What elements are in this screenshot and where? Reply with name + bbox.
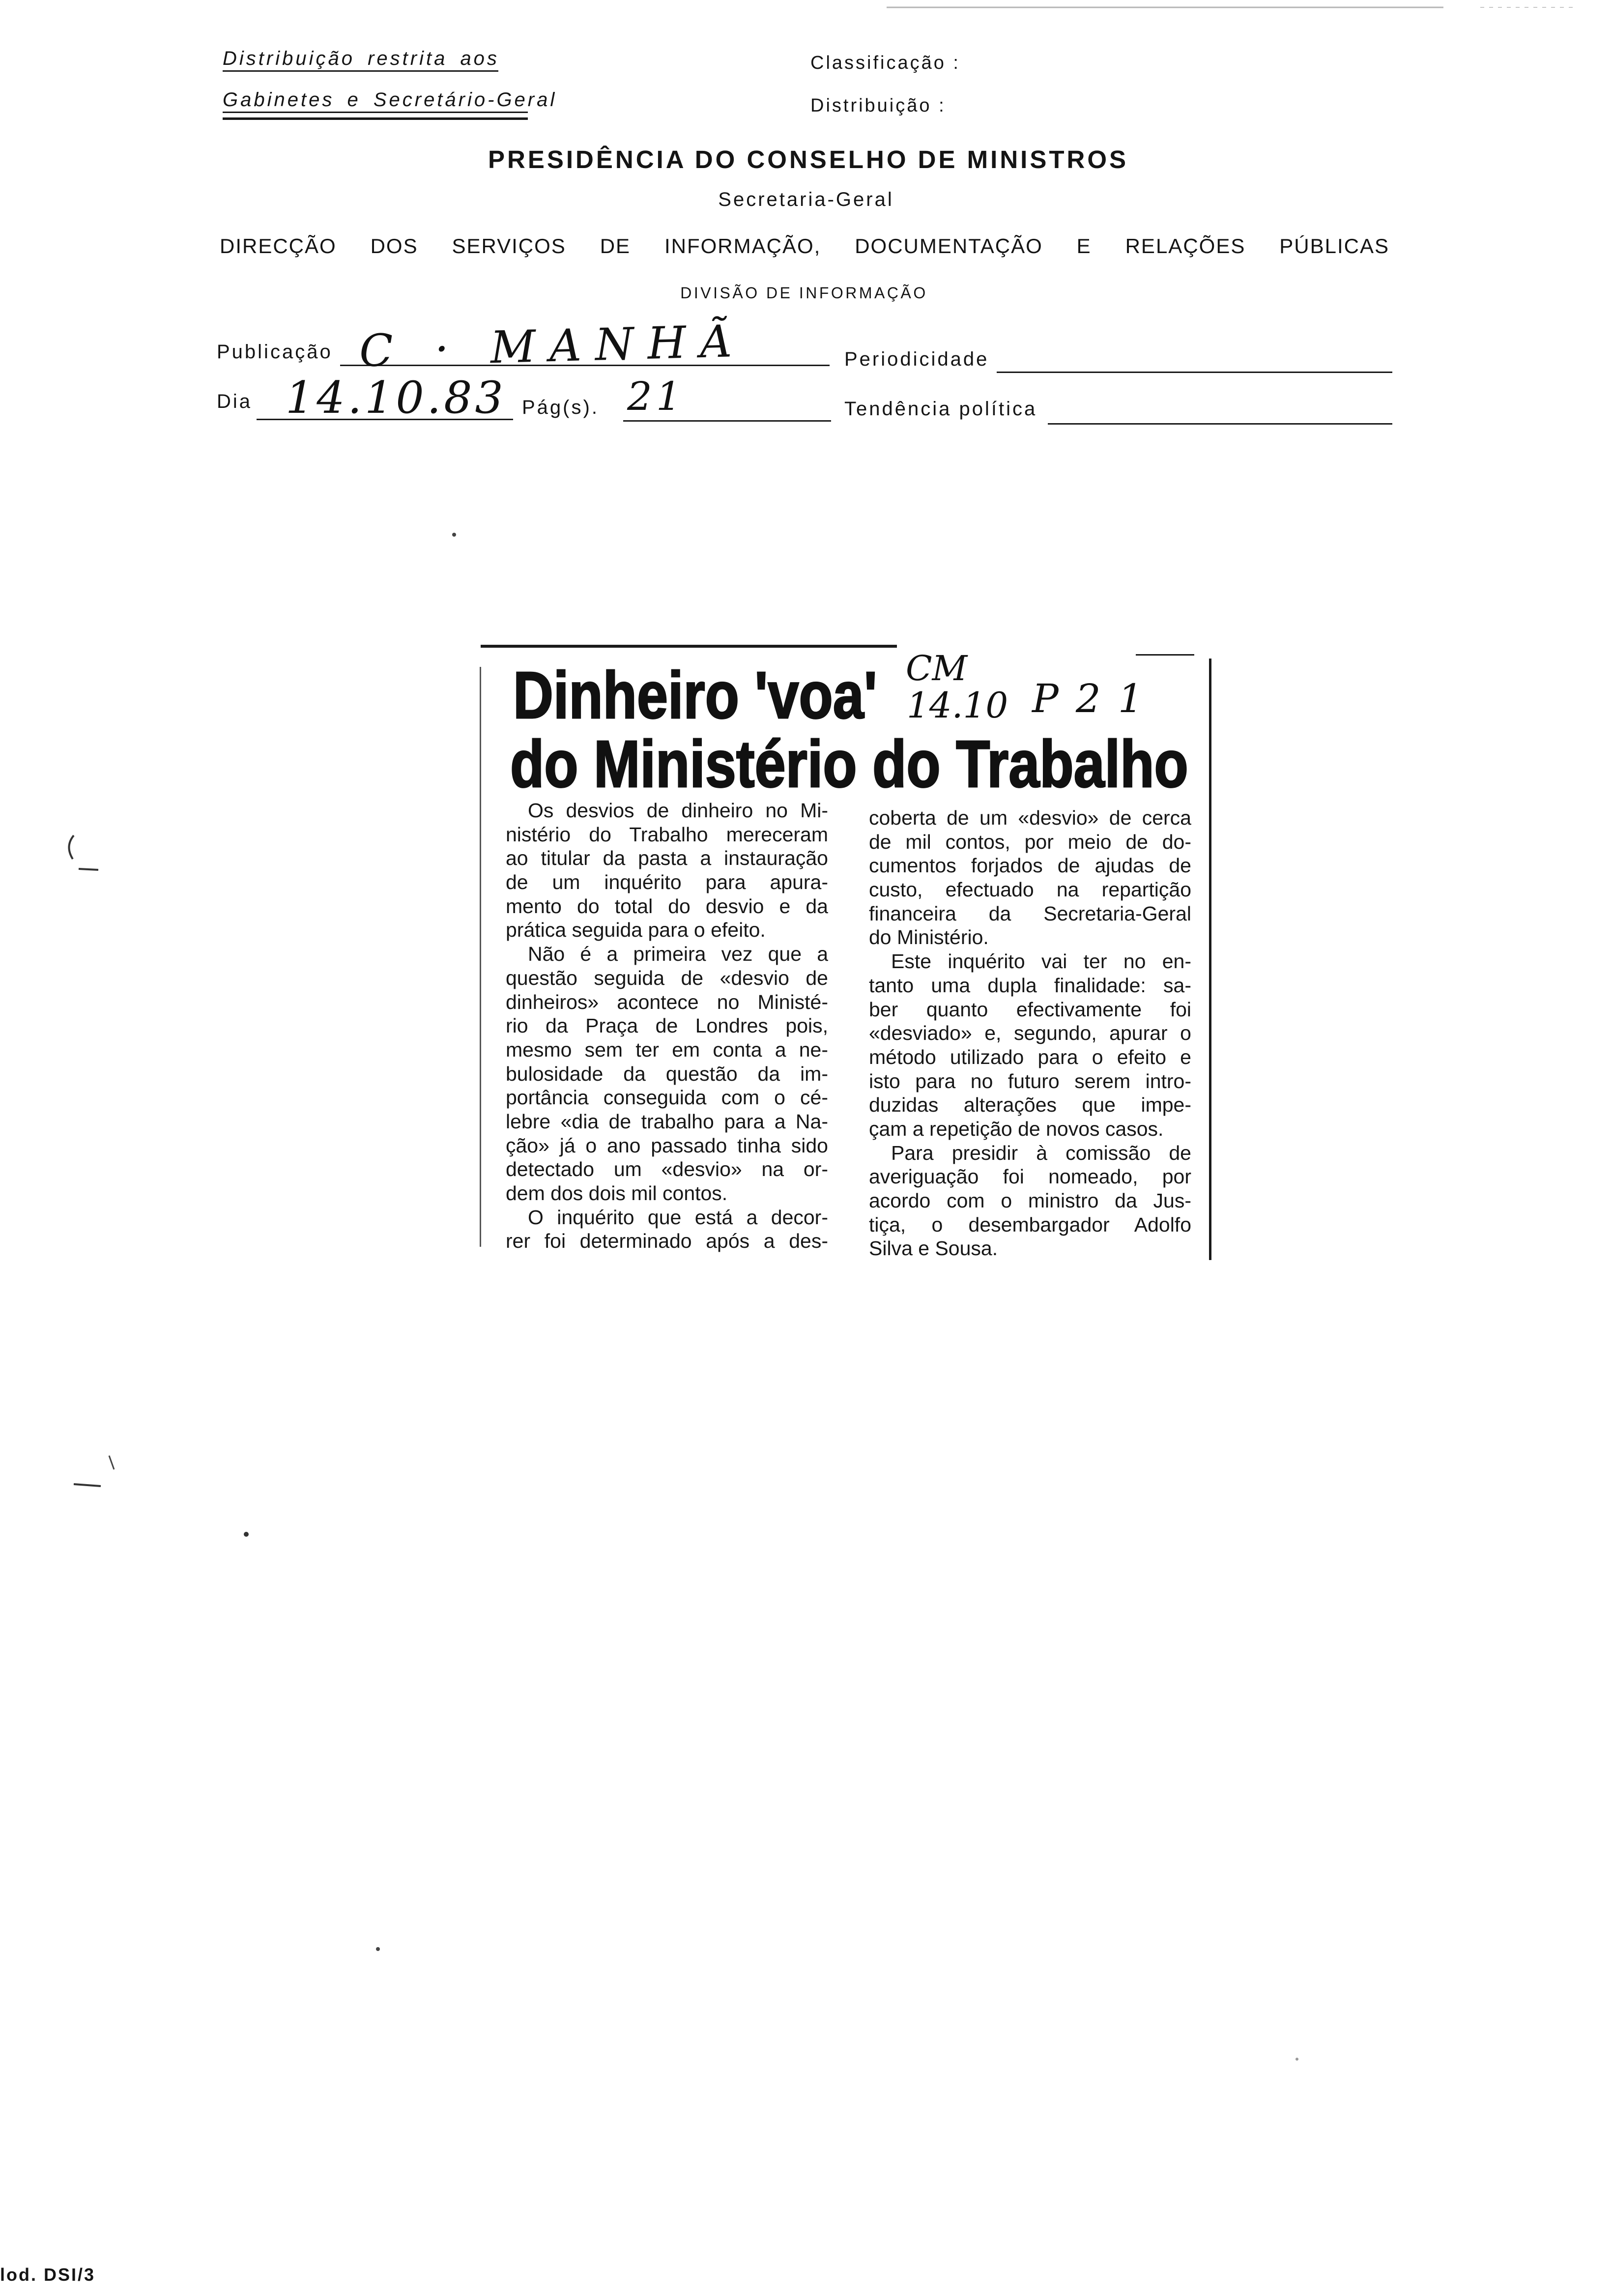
day-label: Dia (217, 391, 253, 412)
article-column-2 (869, 806, 1191, 1261)
annotation-date: 14.10 (907, 685, 1008, 726)
headline-line-2: do Ministério do Trabalho (510, 727, 1188, 801)
article-line: Os desvios de dinheiro no Mi- (528, 799, 828, 822)
pages-label: Pág(s). (522, 397, 599, 418)
article-line: custo, efectuado na repartição (869, 878, 1191, 901)
article-line: método utilizado para o efeito e (869, 1045, 1191, 1068)
directorate-title: DIRECÇÃO DOS SERVIÇOS DE INFORMAÇÃO, DOCUMENTAÇÃO E RELAÇÕES PÚBLICAS (220, 234, 1389, 258)
article-line: averiguação foi nomeado, por (869, 1165, 1191, 1188)
article-line: Para presidir à comissão de (891, 1141, 1191, 1164)
article-line: duzidas alterações que impe- (869, 1093, 1191, 1117)
restriction-underline-2 (223, 112, 528, 113)
division-title: DIVISÃO DE INFORMAÇÃO (680, 284, 928, 302)
article-line: Não é a primeira vez que a (528, 943, 828, 966)
article-line: mento do total do desvio e da (506, 894, 828, 918)
restriction-underline-1 (223, 70, 498, 72)
restriction-line-1: Distribuição restrita aos (223, 48, 499, 69)
article-column-1 (506, 799, 828, 1253)
headline-line-1: Dinheiro 'voa' (513, 658, 877, 732)
publication-value: C · MANHÃ (358, 315, 747, 377)
article-line: lebre «dia de trabalho para a Na- (506, 1110, 828, 1133)
form-code: lod. DSI/3 (0, 2265, 96, 2285)
clipping-left-border (480, 667, 481, 1247)
org-subtitle: Secretaria-Geral (718, 189, 894, 210)
article-line: çam a repetição de novos casos. (869, 1117, 1164, 1140)
clipping-right-border (1209, 659, 1211, 1260)
restriction-double-rule (223, 117, 528, 120)
restriction-line-2: Gabinetes e Secretário-Geral (223, 89, 557, 111)
article-line: Silva e Sousa. (869, 1237, 998, 1260)
article-line: coberta de um «desvio» de cerca (869, 806, 1191, 829)
periodicity-label: Periodicidade (844, 348, 989, 370)
publication-label: Publicação (217, 341, 333, 363)
annotation-page: P21 (1032, 676, 1160, 721)
periodicity-underline (997, 372, 1392, 373)
article-line: tanto uma dupla finalidade: sa- (869, 974, 1191, 997)
article-line: de mil contos, por meio de do- (869, 830, 1191, 853)
day-value: 14.10.83 (286, 372, 506, 424)
tendency-underline (1048, 423, 1392, 425)
article-line: detectado um «desvio» na or- (506, 1158, 828, 1181)
article-line: ao titular da pasta a instauração (506, 847, 828, 870)
article-line: tiça, o desembargador Adolfo (869, 1213, 1191, 1236)
article-line: Este inquérito vai ter no en- (891, 950, 1191, 973)
article-line: bulosidade da questão da im- (506, 1062, 828, 1085)
article-line: ção» já o ano passado tinha sido (506, 1134, 828, 1157)
article-line: acordo com o ministro da Jus- (869, 1189, 1191, 1212)
pages-value: 21 (627, 373, 685, 419)
article-paragraph (506, 1205, 828, 1253)
article-line: de um inquérito para apura- (506, 871, 828, 894)
article-line: dinheiros» acontece no Ministé- (506, 990, 828, 1013)
article-line: dem dos dois mil contos. (506, 1182, 728, 1205)
article-line: financeira da Secretaria-Geral (869, 902, 1191, 925)
article-line: ber quanto efectivamente foi (869, 998, 1191, 1021)
annotation-source: CM (906, 648, 968, 689)
article-paragraph (869, 1141, 1191, 1261)
article-paragraph (506, 942, 828, 1205)
article-line: «desviado» e, segundo, apurar o (869, 1022, 1191, 1045)
article-paragraph (869, 806, 1191, 949)
classification-label: Classificação : (810, 53, 960, 73)
article-line: questão seguida de «desvio de (506, 966, 828, 989)
clipping-top-rule (481, 645, 897, 648)
article-line: prática seguida para o efeito. (506, 918, 766, 942)
article-line: portância conseguida com o cé- (506, 1086, 828, 1109)
org-title: PRESIDÊNCIA DO CONSELHO DE MINISTROS (488, 145, 1129, 173)
article-line: rio da Praça de Londres pois, (506, 1014, 828, 1037)
article-paragraph (506, 799, 828, 942)
article-paragraph (869, 949, 1191, 1141)
article-line: O inquérito que está a decor- (528, 1205, 828, 1229)
article-line: nistério do Trabalho mereceram (506, 823, 828, 846)
tendency-label: Tendência política (844, 398, 1037, 420)
distribution-label: Distribuição : (810, 95, 946, 116)
article-line: do Ministério. (869, 926, 989, 949)
article-line: rer foi determinado após a des- (506, 1230, 828, 1253)
article-line: isto para no futuro serem intro- (869, 1069, 1191, 1092)
article-line: cumentos forjados de ajudas de (869, 854, 1191, 877)
clipping-top-rule-short (1136, 654, 1194, 656)
article-line: mesmo sem ter em conta a ne- (506, 1038, 828, 1061)
